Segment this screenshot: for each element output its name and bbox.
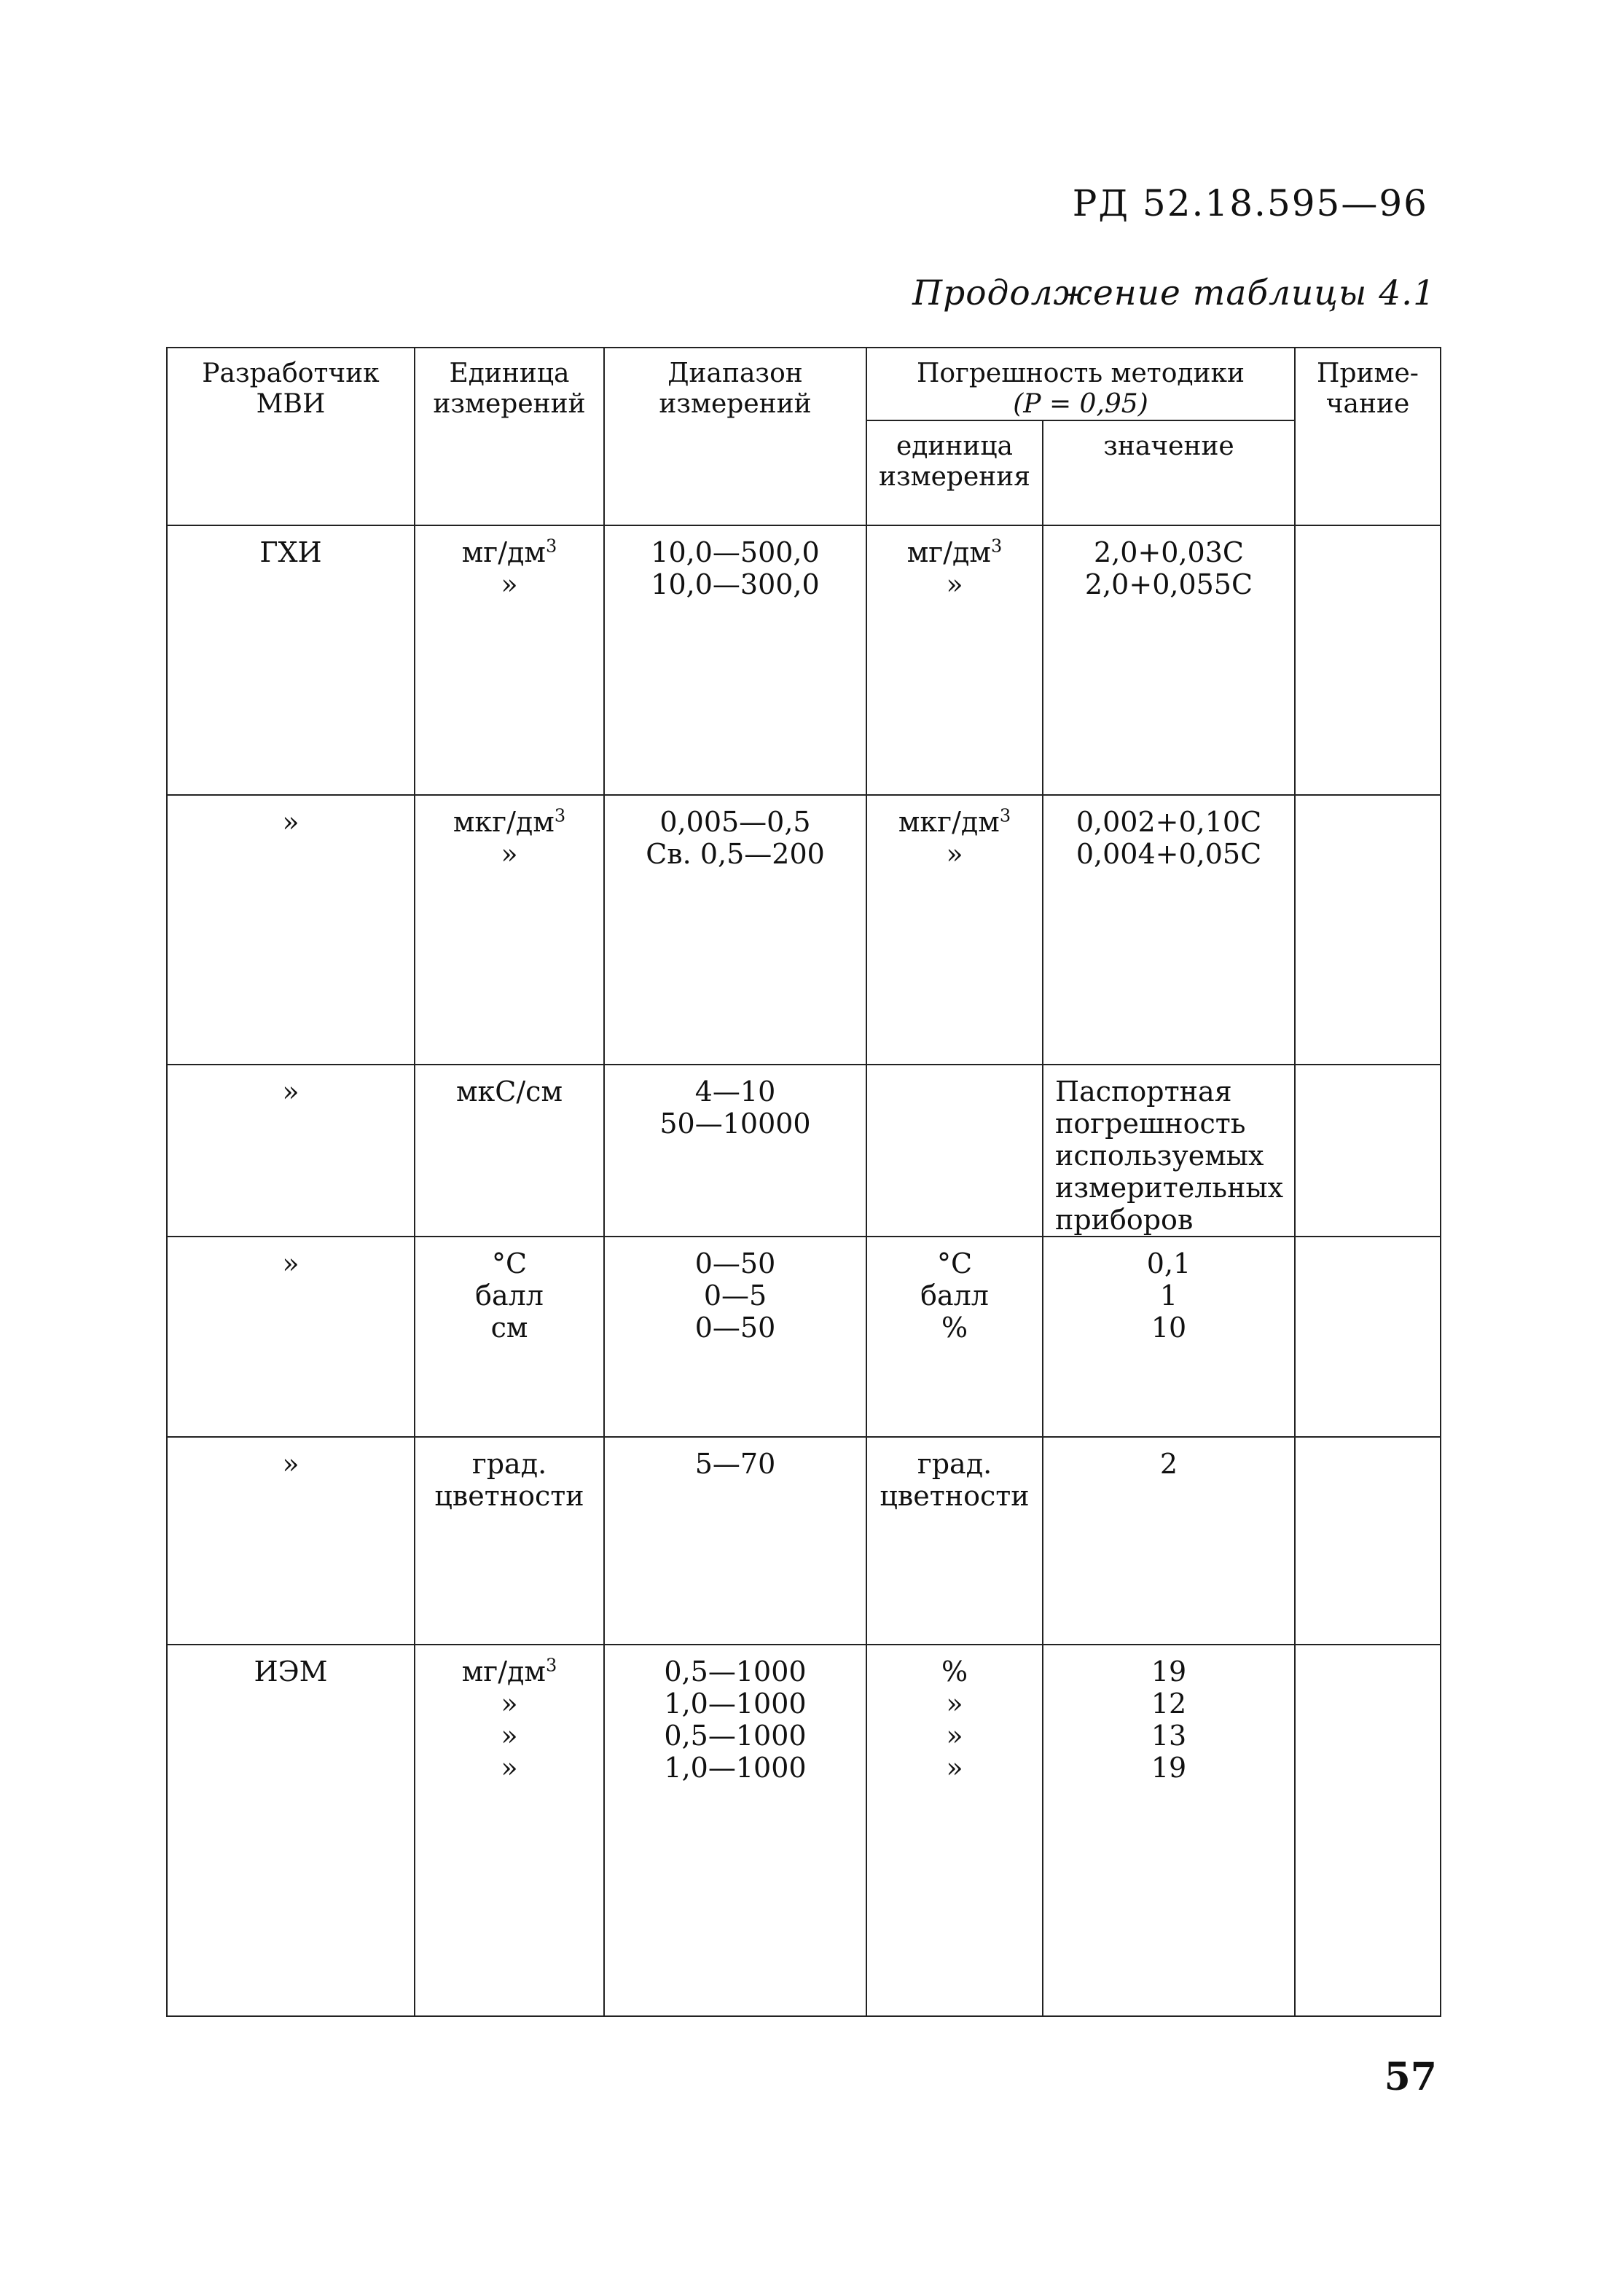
err-units-line: » [946,838,963,870]
superscript: 3 [990,536,1003,557]
developer-cell [167,1065,415,1237]
developer-cell [167,525,415,795]
unit-cell [415,795,604,1065]
ranges-line: 1,0—1000 [664,1752,807,1784]
units-line: балл [475,1280,544,1312]
developer-label: » [282,1247,299,1280]
ranges-line: 50—10000 [659,1108,811,1140]
developer-label: ГХИ [259,536,322,568]
error-unit-cell [866,1237,1043,1437]
error-value-cell [1043,1065,1295,1237]
table-row [167,1065,1441,1237]
range-cell [604,795,866,1065]
ranges-line: 1,0—1000 [664,1688,807,1720]
ranges-line: 0,5—1000 [664,1656,807,1688]
range-cell [604,1437,866,1645]
col-unit-header: Единица измерений [415,348,604,525]
units-line: $мг/дм^3$ [461,1655,557,1688]
developer-label: » [282,1075,299,1108]
superscript: 3 [545,1655,557,1676]
error-unit-cell [866,525,1043,795]
unit-cell [415,1437,604,1645]
error-value-cell [1043,1645,1295,2016]
units-line: » [501,838,518,870]
error-unit-cell [866,1065,1043,1237]
developer-label: » [282,806,299,838]
units-line: » [501,1752,518,1784]
err-units-line: » [946,1688,963,1720]
error-unit-cell [866,795,1043,1065]
developer-cell [167,1645,415,2016]
developer-label: » [282,1448,299,1480]
error-value-cell [1043,1237,1295,1437]
err-units-line: » [946,568,963,600]
table-row [167,1437,1441,1645]
table-caption: Продолжение таблицы 4.1 [912,273,1435,313]
developer-cell [167,1437,415,1645]
units-line: см [490,1312,528,1344]
values-line: 0,1 [1146,1247,1191,1280]
err-units-line: мкг/$дм^3$ [898,805,1011,838]
values-line: 2,0+0,055С [1084,568,1253,600]
col-range-header: Диапазон измерений [604,348,866,525]
unit-cell [415,1237,604,1437]
values-line: 19 [1151,1752,1187,1784]
range-cell [604,1065,866,1237]
units-line: град. цветности [434,1448,584,1512]
note-cell [1295,1237,1441,1437]
ranges-line: 0—50 [694,1247,776,1280]
ranges-line: 0—5 [703,1280,767,1312]
table-row [167,1237,1441,1437]
error-value-cell [1043,795,1295,1065]
error-value-cell [1043,525,1295,795]
units-line: мкС/см [455,1075,563,1108]
error-unit-cell [866,1645,1043,2016]
page-number: 57 [1384,2055,1437,2099]
err-units-line: град. цветности [880,1448,1030,1512]
values-line: 12 [1151,1688,1187,1720]
values-line: 2 [1159,1448,1178,1480]
superscript: 3 [545,536,557,557]
ranges-line: Св. 0,5—200 [646,838,825,870]
superscript: 3 [999,805,1011,826]
values-line: 1 [1159,1280,1178,1312]
ranges-line: 4—10 [694,1075,776,1108]
units-line: » [501,1720,518,1752]
unit-cell [415,1065,604,1237]
error-value-cell [1043,1437,1295,1645]
values-line: 19 [1151,1656,1187,1688]
note-cell [1295,1645,1441,2016]
err-units-line: °C [936,1247,973,1280]
values-line: 0,004+0,05С [1076,838,1262,870]
ranges-line: 0—50 [694,1312,776,1344]
range-cell [604,1237,866,1437]
note-cell [1295,795,1441,1065]
values-line: Паспортная погрешность используемых измерительных приборов [1055,1075,1284,1236]
col-error-value-header: значение [1043,420,1295,525]
table-row [167,1645,1441,2016]
ranges-line: 5—70 [694,1448,776,1480]
values-line: 0,002+0,10С [1076,806,1262,838]
col-note-header: Приме- чание [1295,348,1441,525]
table-row [167,795,1441,1065]
error-group-probability: (P = 0,95) [1013,389,1148,419]
units-line: » [501,1688,518,1720]
ranges-line: 10,0—500,0 [651,536,820,568]
error-unit-cell [866,1437,1043,1645]
err-units-line: % [941,1312,968,1344]
values-line: 13 [1151,1720,1187,1752]
unit-cell [415,1645,604,2016]
range-cell [604,525,866,795]
units-line: мкг/$дм^3$ [453,805,566,838]
units-line: $мг/дм^3$ [461,536,557,568]
col-error-group-header [866,348,1295,420]
header-row [167,348,1441,420]
units-line: » [501,568,518,600]
superscript: 3 [554,805,566,826]
developer-cell [167,1237,415,1437]
err-units-line: % [941,1656,968,1688]
note-cell [1295,1437,1441,1645]
ranges-line: 0,5—1000 [664,1720,807,1752]
err-units-line: » [946,1752,963,1784]
err-units-line: » [946,1720,963,1752]
developer-cell [167,795,415,1065]
data-table [166,347,1441,2017]
col-developer-header: Разработчик МВИ [167,348,415,525]
err-units-line: балл [920,1280,989,1312]
ranges-line: 10,0—300,0 [651,568,820,600]
values-line: 2,0+0,03С [1094,536,1244,568]
err-units-line: $мг/дм^3$ [906,536,1003,568]
values-line: 10 [1151,1312,1187,1344]
document-code: РД 52.18.595—96 [1072,182,1428,224]
note-cell [1295,525,1441,795]
note-cell [1295,1065,1441,1237]
developer-label: ИЭМ [254,1656,328,1688]
table-row [167,525,1441,795]
range-cell [604,1645,866,2016]
units-line: °C [491,1247,528,1280]
col-error-unit-header: единица измерения [866,420,1043,525]
ranges-line: 0,005—0,5 [659,806,811,838]
unit-cell [415,525,604,795]
error-group-title: Погрешность методики [916,358,1245,388]
